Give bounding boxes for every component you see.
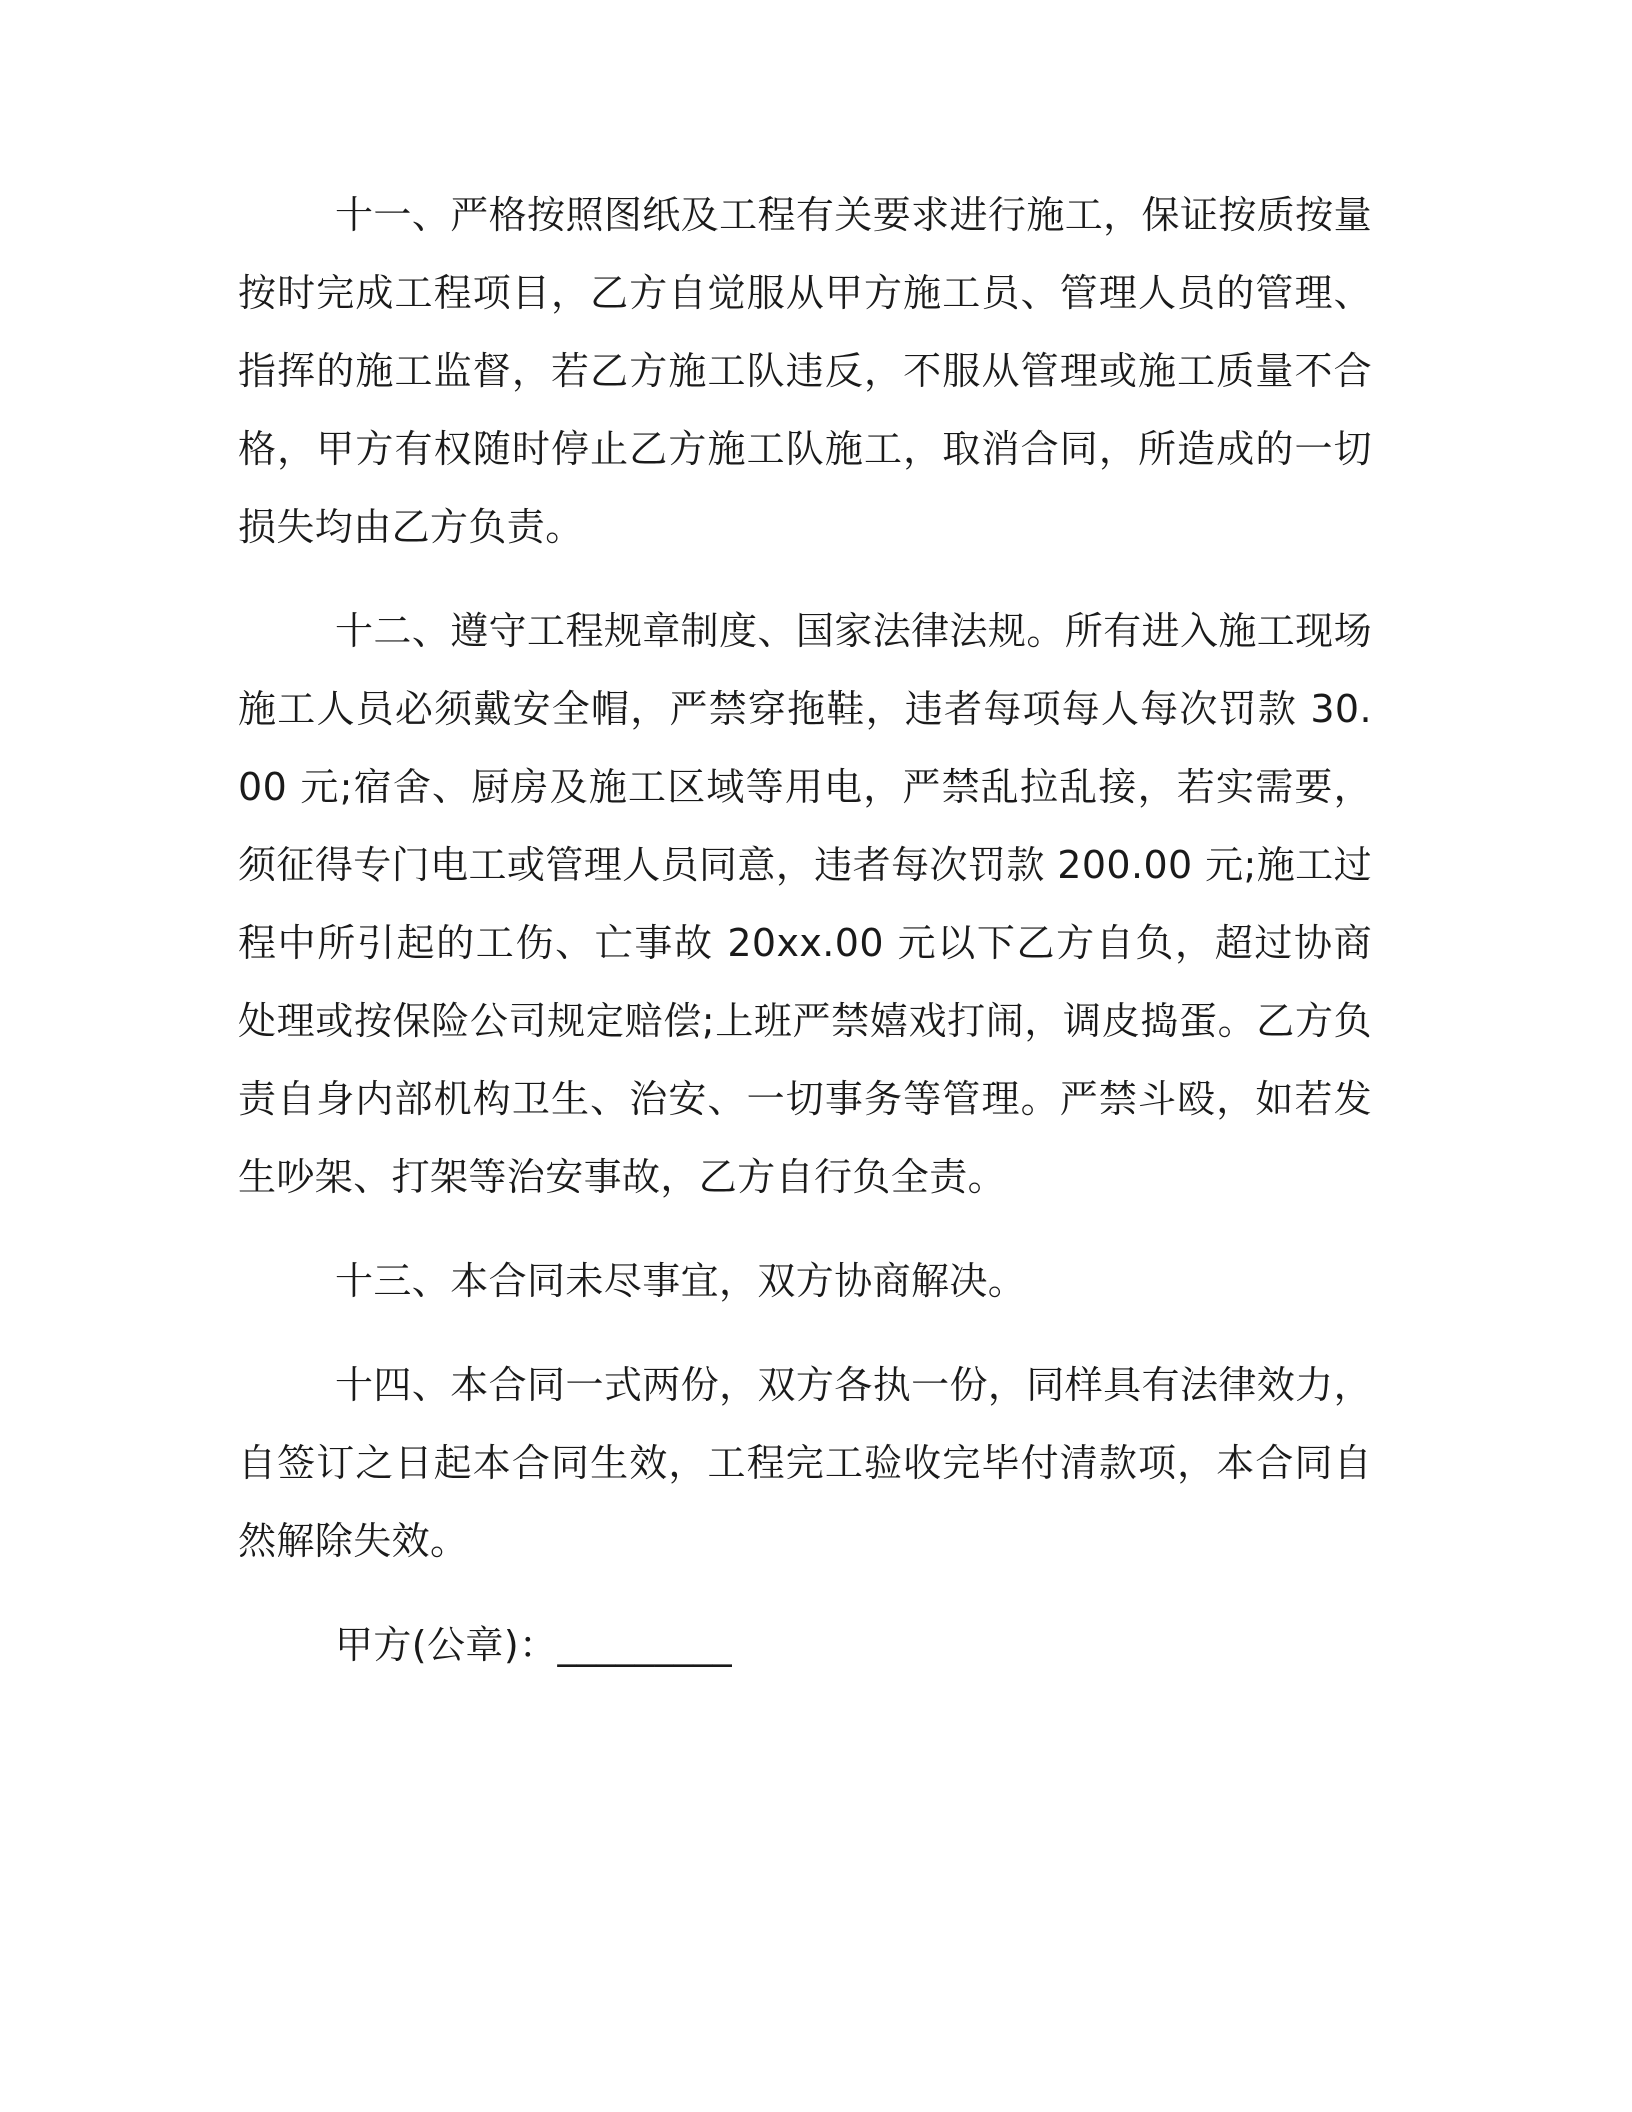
party-a-seal-line: 甲方(公章)：_________: [335, 1623, 733, 1667]
document-body: [238, 176, 1372, 1684]
clause-14: 十四、本合同一式两份，双方各执一份，同样具有法律效力，自签订之日起本合同生效，工程完工验收完毕付清款项，本合同自然解除失效。: [238, 1363, 1372, 1563]
clause-13: 十三、本合同未尽事宜，双方协商解决。: [335, 1259, 1027, 1303]
clause-11: 十一、严格按照图纸及工程有关要求进行施工，保证按质按量按时完成工程项目，乙方自觉服从甲方施工员、管理人员的管理、指挥的施工监督，若乙方施工队违反，不服从管理或施工质量不合格，甲方有权随时停止乙方施工队施工，取消合同，所造成的一切损失均由乙方负责。: [238, 193, 1372, 549]
clause-12: 十二、遵守工程规章制度、国家法律法规。所有进入施工现场施工人员必须戴安全帽，严禁穿拖鞋，违者每项每人每次罚款 30.00 元;宿舍、厨房及施工区域等用电，严禁乱拉乱接，若实需要，须征得专门电工或管理人员同意，违者每次罚款 200.00 元;施工过程中所引起的工伤、亡事故 20xx.00 元以下乙方自负，超过协商处理或按保险公司规定赔偿;上班严禁嬉戏打闹，调皮捣蛋。乙方负责自身内部机构卫生、治安、一切事务等管理。严禁斗殴，如若发生吵架、打架等治安事故，乙方自行负全责。: [238, 609, 1372, 1199]
